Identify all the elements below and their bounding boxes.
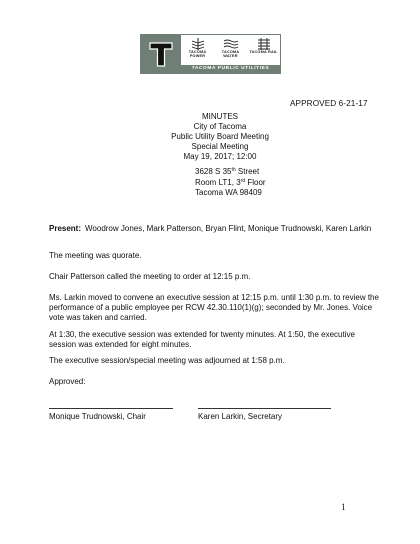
rail-icon <box>256 38 272 50</box>
signature-line-secretary <box>198 408 331 409</box>
power-icon <box>190 38 206 50</box>
division-rail-label: TACOMA RAIL <box>249 50 278 54</box>
paragraph-quorate: The meeting was quorate. <box>49 251 142 260</box>
present-label: Present: <box>49 224 82 233</box>
signatory-chair: Monique Trudnowski, Chair <box>49 412 146 421</box>
signatory-secretary: Karen Larkin, Secretary <box>198 412 283 421</box>
division-water-label: TACOMA WATER <box>221 50 240 59</box>
address-street: 3628 S 35th Street <box>195 167 260 176</box>
paragraph-executive-motion: Ms. Larkin moved to convene an executive session at 12:15 p.m. until 1:30 p.m. to review the performance of a public employee per RCW 42.30.110(1)(g); seconded by Mr. Jones. Voice vote was taken and carried. <box>49 293 379 322</box>
present-paragraph <box>49 224 379 234</box>
t-logo-icon <box>141 35 181 73</box>
document-title: MINUTES <box>202 112 238 121</box>
paragraph-extensions: At 1:30, the executive session was extended for twenty minutes. At 1:50, the executive session was extended for eight minutes. <box>49 330 355 349</box>
address-city: Tacoma WA 98409 <box>195 188 262 197</box>
paragraph-approved: Approved: <box>49 377 86 386</box>
division-water <box>214 35 247 65</box>
meeting-address <box>195 167 266 199</box>
paragraph-call-to-order: Chair Patterson called the meeting to order at 12:15 p.m. <box>49 272 251 281</box>
division-power <box>181 35 214 65</box>
page-number: 1 <box>341 502 346 512</box>
approved-stamp: APPROVED 6-21-17 <box>290 99 368 108</box>
paragraph-adjourned: The executive session/special meeting was adjourned at 1:58 p.m. <box>49 356 285 365</box>
logo-bar-text: TACOMA PUBLIC UTILITIES <box>181 65 280 73</box>
meeting-type: Special Meeting <box>191 142 249 151</box>
signature-line-chair <box>49 408 173 409</box>
water-icon <box>223 38 239 50</box>
minutes-header <box>120 112 320 162</box>
division-rail <box>247 35 280 65</box>
tacoma-public-utilities-logo <box>140 34 281 74</box>
meeting-datetime: May 19, 2017; 12:00 <box>183 152 257 161</box>
organization-name: City of Tacoma <box>193 122 247 131</box>
division-power-label: TACOMA POWER <box>188 50 207 59</box>
address-room: Room LT1, 3rd Floor <box>195 177 266 187</box>
present-names: Woodrow Jones, Mark Patterson, Bryan Flint, Monique Trudnowski, Karen Larkin <box>85 224 372 233</box>
board-name: Public Utility Board Meeting <box>171 132 269 141</box>
